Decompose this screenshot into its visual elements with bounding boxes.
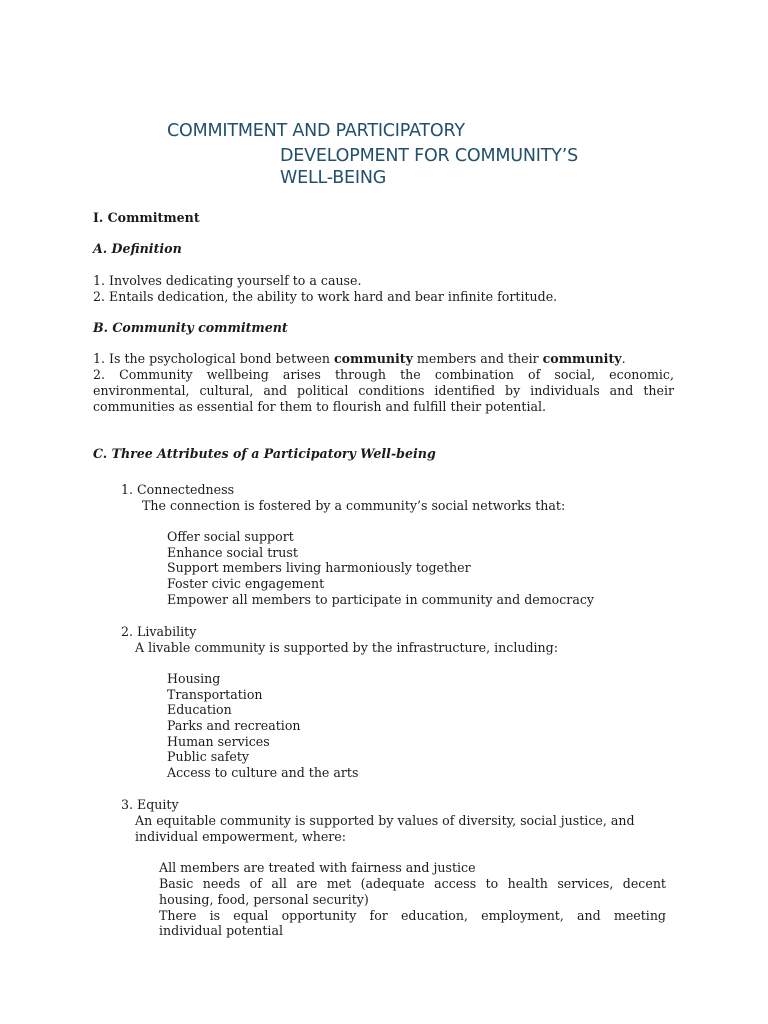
- community-commitment-item-2-line-3: communities as essential for them to flourish and fulfill their potential.: [93, 399, 547, 414]
- attribute-label-equity: 3. Equity: [121, 797, 179, 812]
- list-item: Support members living harmoniously together: [167, 560, 471, 575]
- subsection-heading-three-attributes: C. Three Attributes of a Participatory Well-being: [93, 446, 436, 461]
- definition-item-1: 1. Involves dedicating yourself to a cause.: [93, 273, 362, 288]
- list-item: Enhance social trust: [167, 545, 298, 560]
- section-heading-commitment: I. Commitment: [93, 210, 200, 225]
- list-item: Transportation: [167, 687, 263, 702]
- equity-intro-line-2: individual empowerment, where:: [135, 829, 347, 844]
- document-title-line-1: COMMITMENT AND PARTICIPATORY: [167, 121, 465, 141]
- list-item-continuation: housing, food, personal security): [159, 892, 369, 907]
- definition-item-2: 2. Entails dedication, the ability to work hard and bear infinite fortitude.: [93, 289, 558, 304]
- equity-intro-line-1: An equitable community is supported by values of diversity, social justice, and: [135, 813, 635, 828]
- list-item: Access to culture and the arts: [167, 765, 359, 780]
- list-item: Housing: [167, 671, 221, 686]
- list-item: All members are treated with fairness and justice: [159, 860, 476, 875]
- document-title-line-2: DEVELOPMENT FOR COMMUNITY’S: [280, 146, 578, 166]
- community-commitment-item-1: [93, 351, 626, 367]
- connectedness-intro: The connection is fostered by a community’s social networks that:: [142, 498, 566, 513]
- list-item: There is equal opportunity for education, employment, and meeting: [159, 908, 666, 923]
- item-1-bold-community: community: [333, 351, 413, 366]
- list-item: Empower all members to participate in community and democracy: [167, 592, 594, 607]
- subsection-heading-community-commitment: B. Community commitment: [93, 320, 288, 335]
- community-commitment-item-2-line-1: 2. Community wellbeing arises through the combination of social, economic,: [93, 367, 674, 382]
- item-1-text-end: .: [621, 351, 626, 366]
- list-item: Foster civic engagement: [167, 576, 325, 591]
- list-item: Public safety: [167, 749, 250, 764]
- attribute-label-connectedness: 1. Connectedness: [121, 482, 235, 497]
- item-1-bold-community-2: community: [542, 351, 622, 366]
- community-commitment-item-2-line-2: environmental, cultural, and political conditions identified by individuals and their: [93, 383, 674, 398]
- list-item: Offer social support: [167, 529, 294, 544]
- document-title-line-3: WELL-BEING: [280, 168, 387, 188]
- item-1-text-middle: members and their: [412, 351, 543, 366]
- list-item: Human services: [167, 734, 270, 749]
- subsection-heading-definition: A. Definition: [93, 241, 182, 256]
- list-item: Parks and recreation: [167, 718, 301, 733]
- list-item: Education: [167, 702, 232, 717]
- item-1-text-start: 1. Is the psychological bond between: [93, 351, 334, 366]
- attribute-label-livability: 2. Livability: [121, 624, 197, 639]
- livability-intro: A livable community is supported by the infrastructure, including:: [135, 640, 558, 655]
- list-item: Basic needs of all are met (adequate access to health services, decent: [159, 876, 666, 891]
- list-item-continuation: individual potential: [159, 923, 283, 938]
